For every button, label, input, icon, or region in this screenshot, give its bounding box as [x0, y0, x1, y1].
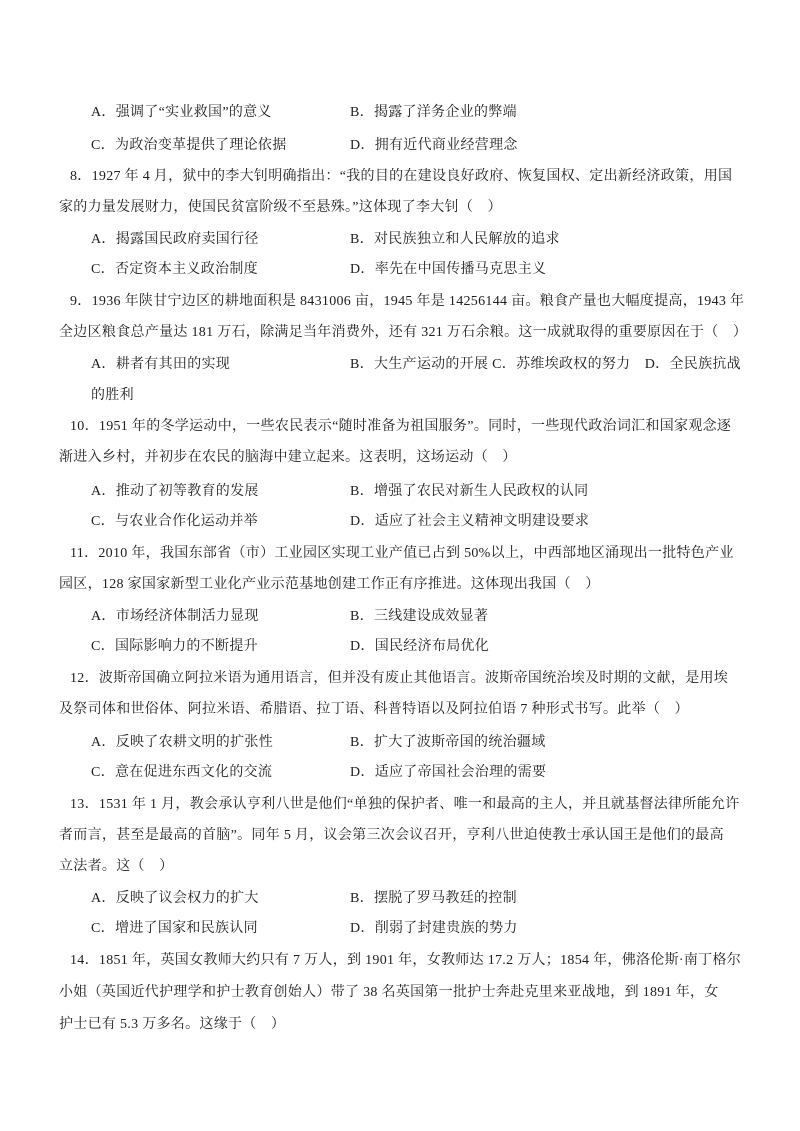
- q11-option-c: C．国际影响力的不断提升: [91, 639, 258, 654]
- q12-option-a: A．反映了农耕文明的扩张性: [91, 735, 274, 750]
- q13-option-b: B．摆脱了罗马教廷的控制: [350, 891, 517, 906]
- q8-option-d: D．率先在中国传播马克思主义: [350, 262, 547, 277]
- q9-options-bcd: B．大生产运动的开展 C．苏维埃政权的努力 D．全民族抗战: [350, 357, 741, 372]
- q13-stem-line-2: 者而言，甚至是最高的首脑”。同年 5 月，议会第三次会议召开，亨利八世迫使教士承认国王是他们的最高: [59, 828, 724, 843]
- q9-option-a: A．耕者有其田的实现: [91, 357, 231, 372]
- q14-stem-line-2: 小姐（英国近代护理学和护士教育创始人）带了 38 名英国第一批护士奔赴克里来亚战地，到 1891 年，女: [59, 985, 719, 1000]
- q13-option-a: A．反映了议会权力的扩大: [91, 891, 259, 906]
- q12-option-b: B．扩大了波斯帝国的统治疆域: [350, 735, 546, 750]
- q10-option-b: B．增强了农民对新生人民政权的认同: [350, 484, 589, 499]
- prev-question-option-b: B．揭露了洋务企业的弊端: [350, 105, 517, 120]
- q8-option-b: B．对民族独立和人民解放的追求: [350, 232, 560, 247]
- q11-stem-line-2: 园区，128 家国家新型工业化产业示范基地创建工作正有序推进。这体现出我国（ ）: [59, 577, 600, 592]
- q9-stem-line-1: 9．1936 年陕甘宁边区的耕地面积是 8431006 亩，1945 年是 14256144 亩。粮食产量也大幅度提高，1943 年: [70, 294, 745, 309]
- q13-stem-line-3: 立法者。这（ ）: [59, 859, 174, 874]
- q12-option-c: C．意在促进东西文化的交流: [91, 765, 273, 780]
- q11-option-a: A．市场经济体制活力显现: [91, 609, 259, 624]
- q14-stem-line-1: 14．1851 年，英国女教师大约只有 7 万人，到 1901 年，女教师达 17.2 万人；1854 年，佛洛伦斯·南丁格尔: [70, 953, 742, 968]
- q11-option-b: B．三线建设成效显著: [350, 609, 489, 624]
- q10-option-c: C．与农业合作化运动并举: [91, 514, 258, 529]
- q13-option-c: C．增进了国家和民族认同: [91, 921, 258, 936]
- q10-option-a: A．推动了初等教育的发展: [91, 484, 259, 499]
- q12-stem-line-1: 12．波斯帝国确立阿拉米语为通用语言，但并没有废止其他语言。波斯帝国统治埃及时期的文献，是用埃: [70, 671, 729, 686]
- q10-option-d: D．适应了社会主义精神文明建设要求: [350, 514, 590, 529]
- q12-stem-line-2: 及祭司体和世俗体、阿拉米语、希腊语、拉丁语、科普特语以及阿拉伯语 7 种形式书写。此举（ ）: [59, 702, 689, 717]
- q10-stem-line-2: 渐进入乡村，并初步在农民的脑海中建立起来。这表明，这场运动（ ）: [59, 450, 517, 465]
- q12-option-d: D．适应了帝国社会治理的需要: [350, 765, 547, 780]
- q9-option-d-continuation: 的胜利: [91, 388, 134, 403]
- q8-option-c: C．否定资本主义政治制度: [91, 262, 258, 277]
- prev-question-option-d: D．拥有近代商业经营理念: [350, 138, 518, 153]
- q8-stem-line-2: 家的力量发展财力，使国民贫富阶级不至悬殊。”这体现了李大钊（ ）: [59, 200, 502, 215]
- q8-option-a: A．揭露国民政府卖国行径: [91, 232, 259, 247]
- q11-option-d: D．国民经济布局优化: [350, 639, 490, 654]
- q13-option-d: D．削弱了封建贵族的势力: [350, 921, 518, 936]
- q14-stem-line-3: 护士已有 5.3 万多名。这缘于（ ）: [59, 1017, 286, 1032]
- q9-stem-line-2: 全边区粮食总产量达 181 万石，除满足当年消费外，还有 321 万石余粮。这一成就取得的重要原因在于（ ）: [59, 325, 748, 340]
- q8-stem-line-1: 8．1927 年 4 月，狱中的李大钊明确指出：“我的目的在建设良好政府、恢复国权、定出新经济政策，用国: [70, 169, 733, 184]
- prev-question-option-a: A．强调了“实业救国”的意义: [91, 105, 272, 120]
- q11-stem-line-1: 11．2010 年，我国东部省（市）工业园区实现工业产值已占到 50%以上，中西部地区涌现出一批特色产业: [70, 546, 734, 561]
- q10-stem-line-1: 10．1951 年的冬学运动中，一些农民表示“随时准备为祖国服务”。同时，一些现代政治词汇和国家观念逐: [70, 419, 732, 434]
- prev-question-option-c: C．为政治变革提供了理论依据: [91, 138, 287, 153]
- q13-stem-line-1: 13．1531 年 1 月，教会承认亨利八世是他们“单独的保护者、唯一和最高的主人，并且就基督法律所能允许: [70, 797, 740, 812]
